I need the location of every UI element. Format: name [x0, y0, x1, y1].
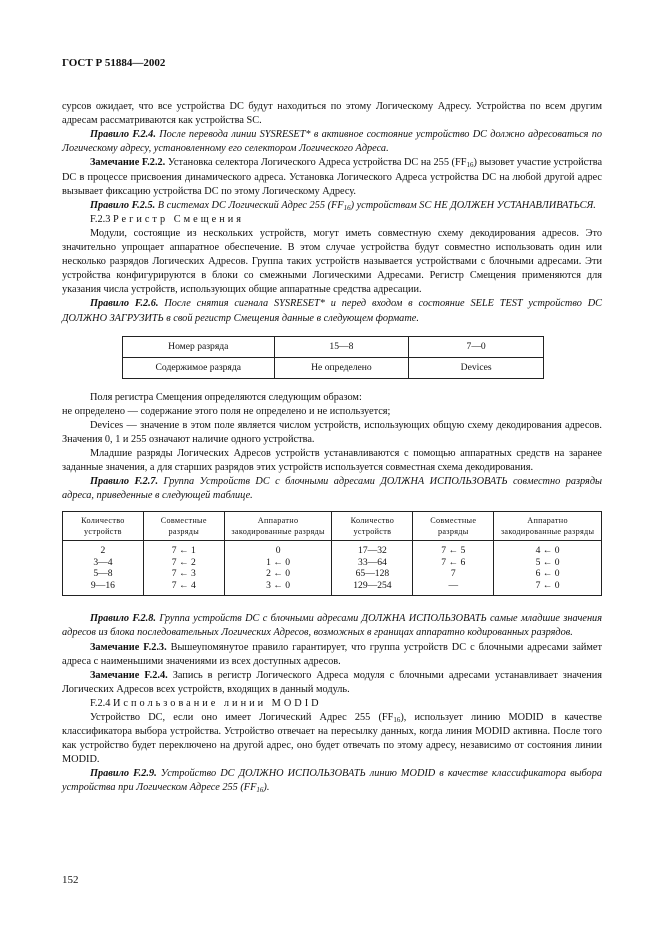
- table-cell: 65—128: [355, 568, 390, 580]
- document-page: [62, 56, 602, 796]
- paragraph-devices: Devices — значение в этом поле является числом устройств, использующих общую схему декодирования адресов. Значения 0, 1 и 255 означают наличие одного устройства.: [62, 419, 602, 445]
- table-column-hardwired-bits: [224, 541, 332, 596]
- table-cell: 15—8: [274, 336, 409, 357]
- table-cell: 7—0: [409, 336, 544, 357]
- rule-text: После перевода линии SYSRESET* в активное состояние устройство DC должно адресоваться по Логическому адресу, установленному его селектором Логического Адреса.: [62, 129, 602, 155]
- table-cell: 2: [100, 545, 106, 557]
- table-cell: 17—32: [358, 545, 387, 557]
- table-cell: 6 ← 0: [535, 568, 560, 580]
- table-row: [123, 357, 544, 378]
- table-cell: 5—8: [93, 568, 113, 580]
- table-cell: —: [448, 579, 459, 591]
- table-column-devices: [63, 541, 144, 596]
- table-cell: Не определено: [274, 357, 409, 378]
- subscript: 16: [256, 786, 264, 795]
- table-body-row: [63, 541, 602, 596]
- section-number: F.2.4: [90, 697, 111, 709]
- table-cell: 129—254: [353, 579, 392, 591]
- rule-text-b: ).: [263, 782, 270, 794]
- note-f23: [62, 641, 602, 669]
- column-header: Совместные разряды: [413, 512, 494, 541]
- table-cell: 7 ← 5: [441, 545, 466, 557]
- table-cell: Содержимое разряда: [123, 357, 275, 378]
- table-cell: 7 ← 1: [171, 545, 196, 557]
- table-cell: 7 ← 6: [441, 556, 466, 568]
- offset-register-table: [122, 336, 544, 379]
- note-text: Запись в регистр Логического Адреса модуля с блочными адресами устанавливает значения Логических Адресов всех устройств, входящих в данный модуль.: [62, 669, 602, 695]
- note-label: Замечание F.2.3.: [90, 641, 167, 653]
- rule-label: Правило F.2.5.: [90, 199, 156, 211]
- rule-label: Правило F.2.8.: [90, 613, 156, 625]
- block-address-table: [62, 511, 602, 596]
- paragraph-undefined: не определено — содержание этого поля не определено и не используется;: [62, 405, 391, 417]
- column-header: Количество устройств: [63, 512, 144, 541]
- table-cell: Devices: [409, 357, 544, 378]
- table-column-devices: [332, 541, 413, 596]
- column-header: Совместные разряды: [143, 512, 224, 541]
- table-column-shared-bits: [143, 541, 224, 596]
- paragraph-text-a: Устройство DC, если оно имеет Логический Адрес 255 (FF: [90, 712, 394, 723]
- rule-f27: [62, 475, 602, 503]
- subscript: 16: [393, 716, 401, 724]
- note-text-a: Установка селектора Логического Адреса устройства DC на 255 (FF: [167, 157, 467, 169]
- note-text-b: ) вызовет участие устройства DC в процессе присвоения динамического адреса. Установка Логического Адреса устройства DC на любой другой адрес вызывает фиксацию устройства DC по этому Логическому Адресу.: [62, 157, 603, 197]
- table-header-row: [63, 512, 602, 541]
- table-cell: 2 ← 0: [266, 568, 291, 580]
- table-row: [123, 336, 544, 357]
- rule-label: Правило F.2.6.: [90, 298, 159, 310]
- table-cell: 3 ← 0: [266, 579, 291, 591]
- rule-f25: [62, 199, 602, 213]
- document-header: ГОСТ Р 51884—2002: [62, 57, 166, 69]
- rule-label: Правило F.2.9.: [90, 768, 157, 780]
- subscript: 16: [466, 161, 474, 170]
- paragraph-modules: Модули, состоящие из нескольких устройств, могут иметь совместную схему декодирования адресов. Это значительно упрощает аппаратное обеспечение. В этом случае устройства будут совместно использовать один или несколько разрядов Логических Адресов. Группа таких устройств называется устройствами с блочными адресами. Эти устройства конфигурируются в блоки со смежными Логическими Адресами. Регистр Смещения применяются для указания числа устройств, использующих общие аппаратные средства адресации.: [62, 227, 602, 296]
- rule-text: После снятия сигнала SYSRESET* и перед входом в состояние SELE TEST устройство DC ДОЛЖНО ЗАГРУЗИТЬ в свой регистр Смещения данные в следующем формате.: [62, 298, 602, 324]
- table-cell: 3—4: [93, 556, 113, 568]
- paragraph-lower-bits: Младшие разряды Логических Адресов устройств устанавливаются с помощью аппаратных средств на заранее заданные значения, а для старших разрядов этих устройств используется совместная схема декодирования.: [62, 447, 602, 474]
- table-column-shared-bits: [413, 541, 494, 596]
- table-cell: 0: [275, 545, 281, 557]
- table-cell: 9—16: [90, 579, 115, 591]
- note-label: Замечание F.2.4.: [90, 669, 168, 681]
- rule-f29: [62, 767, 602, 795]
- column-header: Количество устройств: [332, 512, 413, 541]
- section-number: F.2.3: [90, 213, 111, 225]
- rule-label: Правило F.2.7.: [90, 476, 159, 488]
- page-number: 152: [62, 874, 79, 886]
- section-heading-f23: [62, 213, 602, 227]
- rule-f26: [62, 297, 602, 325]
- paragraph-modid: [62, 711, 602, 767]
- note-f24: [62, 669, 602, 697]
- rule-f24: [62, 128, 602, 156]
- rule-f28: [62, 612, 602, 640]
- section-title: Регистр Смещения: [112, 213, 244, 225]
- table-cell: 7 ← 4: [171, 579, 196, 591]
- paragraph-fields: Поля регистра Смещения определяются следующим образом:: [90, 391, 362, 403]
- rule-label: Правило F.2.4.: [90, 129, 156, 141]
- table-cell: 4 ← 0: [535, 545, 560, 557]
- note-label: Замечание F.2.2.: [90, 157, 166, 169]
- section-title: Использование линии MODID: [112, 697, 322, 709]
- rule-text-a: Устройство DC ДОЛЖНО ИСПОЛЬЗОВАТЬ линию MODID в качестве классификатора выбора устройства при Логическом Адресе 255 (FF: [62, 768, 603, 794]
- table-cell: 7 ← 3: [171, 568, 196, 580]
- paragraph-continuation: сурсов ожидает, что все устройства DC будут находиться по этому Логическому Адресу. Устройства по всем другим адресам рассматриваются как устройства SC.: [62, 101, 602, 127]
- subscript: 16: [343, 203, 351, 212]
- table-cell: 7 ← 0: [535, 579, 560, 591]
- table-cell: 7: [450, 568, 456, 580]
- note-text: Вышеупомянутое правило гарантирует, что группа устройств DC с блочными адресами займет адреса с наименьшими значениями из всех доступных адресов.: [62, 641, 602, 667]
- rule-text: Группа Устройств DC с блочными адресами ДОЛЖНА ИСПОЛЬЗОВАТЬ совместно разряды адреса, приведенные в следующей таблице.: [62, 476, 602, 502]
- column-header: Аппаратно закодированные разряды: [224, 512, 332, 541]
- rule-text-b: ) устройствам SC НЕ ДОЛЖЕН УСТАНАВЛИВАТЬСЯ.: [350, 199, 596, 211]
- paragraph-text-b: ), использует линию MODID в качестве классификатора выбора устройства. Устройство отвечает на пересылку данных, когда линия MODID активна. После того как устройство будет переключено на другой адрес, оно будет отвечать по этому адресу, независимо от состояния линии MODID.: [62, 712, 602, 766]
- note-f22: [62, 156, 602, 198]
- table-cell: Номер разряда: [123, 336, 275, 357]
- rule-text-a: В системах DC Логический Адрес 255 (FF: [157, 199, 344, 211]
- rule-text: Группа устройств DC с блочными адресами ДОЛЖНА ИСПОЛЬЗОВАТЬ самые младшие значения адресов из блока последовательных Логических Адресов, возможных в границах аппаратно кодированных разрядов.: [62, 613, 602, 639]
- section-heading-f24: [62, 697, 602, 711]
- column-header: Аппаратно закодированные разряды: [494, 512, 602, 541]
- table-cell: 7 ← 2: [171, 556, 196, 568]
- table-cell: 1 ← 0: [266, 556, 291, 568]
- table-column-hardwired-bits: [494, 541, 602, 596]
- table-cell: 33—64: [358, 556, 387, 568]
- table-cell: 5 ← 0: [535, 556, 560, 568]
